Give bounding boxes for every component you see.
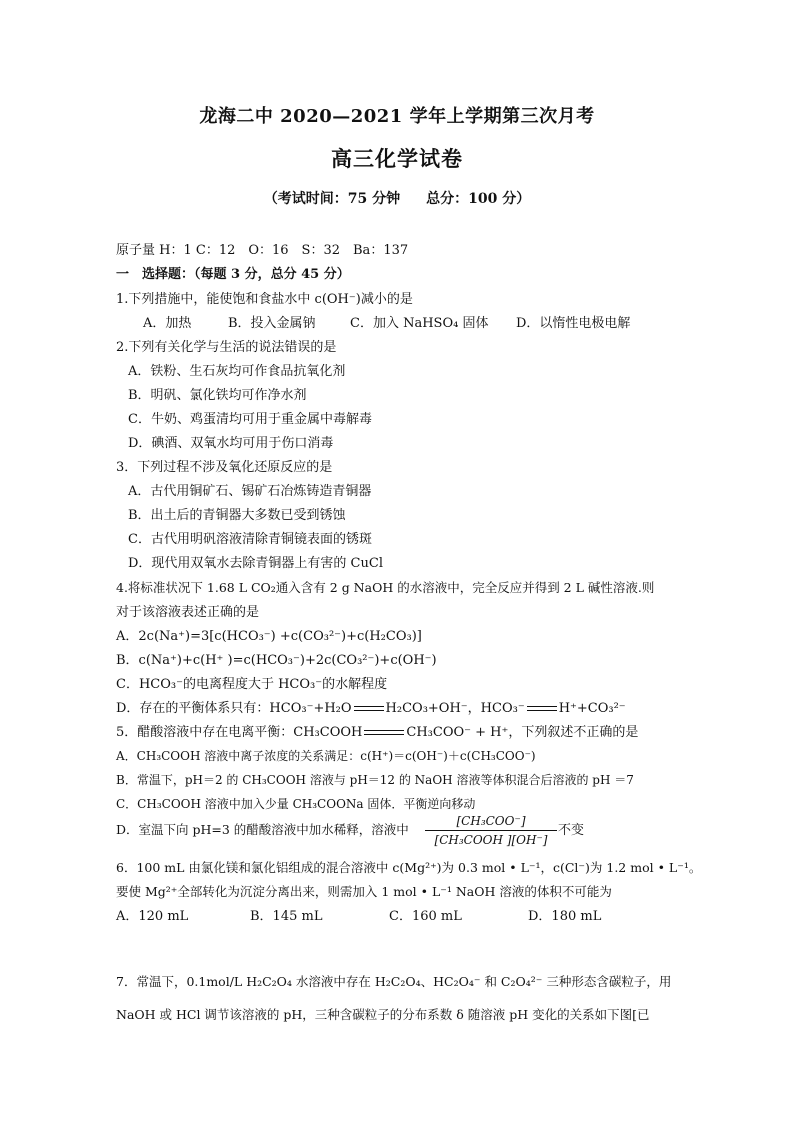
q4-option-c: C．HCO₃⁻的电离程度大于 HCO₃⁻的水解程度 [116, 677, 388, 692]
q3-option-a: A．古代用铜矿石、锡矿石冶炼铸造青铜器 [128, 484, 372, 499]
q1-option-a: A．加热 [143, 316, 192, 331]
q5-stem-post: CH₃COO⁻ + H⁺，下列叙述不正确的是 [406, 725, 639, 740]
q5-option-d-pre: D．室温下向 pH=3 的醋酸溶液中加水稀释，溶液中 [116, 822, 409, 837]
q1-option-b: B．投入金属钠 [228, 316, 316, 331]
q3-option-d: D．现代用双氧水去除青铜器上有害的 CuCl [128, 556, 383, 571]
q5-fraction-denominator: [CH₃COOH ][OH⁻] [434, 833, 548, 847]
q6-line2: 要使 Mg²⁺全部转化为沉淀分离出来，则需加入 1 mol • L⁻¹ NaOH 溶液的体积不可能为 [116, 884, 612, 899]
exam-time: （考试时间：75 分钟 [263, 191, 401, 207]
q4-option-d [116, 702, 626, 715]
q4-option-a: A．2c(Na⁺)=3[c(HCO₃⁻) +c(CO₃²⁻)+c(H₂CO₃)] [116, 629, 422, 644]
q2-option-a: A．铁粉、生石灰均可作食品抗氧化剂 [128, 364, 346, 379]
q4-d-text-pre: D．存在的平衡体系只有：HCO₃⁻+H₂O [116, 701, 352, 716]
q3-option-b: B．出土后的青铜器大多数已受到锈蚀 [128, 508, 346, 523]
section-heading: 一 选择题：（每题 3 分，总分 45 分） [116, 267, 350, 282]
q2-option-c: C．牛奶、鸡蛋清均可用于重金属中毒解毒 [128, 412, 372, 427]
q1-option-d: D．以惰性电极电解 [516, 316, 631, 331]
q6-option-d: D．180 mL [528, 909, 602, 924]
q6-line1: 6．100 mL 由氯化镁和氯化铝组成的混合溶液中 c(Mg²⁺)为 0.3 mol • L⁻¹，c(Cl⁻)为 1.2 mol • L⁻¹。 [116, 860, 702, 875]
q6-option-a: A．120 mL [116, 909, 189, 924]
q4-d-text-post: H⁺+CO₃²⁻ [558, 701, 626, 716]
q7-line1: 7．常温下，0.1mol/L H₂C₂O₄ 水溶液中存在 H₂C₂O₄、HC₂O₄⁻ 和 C₂O₄²⁻ 三种形态含碳粒子，用 [116, 974, 672, 989]
equilibrium-arrow-icon [525, 704, 559, 714]
equilibrium-arrow-icon [352, 704, 386, 714]
exam-subject: 高三化学试卷 [331, 146, 463, 171]
q1-option-c: C．加入 NaHSO₄ 固体 [350, 316, 489, 331]
atomic-mass-line: 原子量 H：1 C：12 O：16 S：32 Ba：137 [116, 243, 409, 258]
q5-fraction [425, 814, 557, 847]
equilibrium-arrow-icon [362, 728, 406, 738]
q5-option-c: C．CH₃COOH 溶液中加入少量 CH₃COONa 固体．平衡逆向移动 [116, 797, 476, 811]
q4-option-b: B．c(Na⁺)+c(H⁺ )=c(HCO₃⁻)+2c(CO₃²⁻)+c(OH⁻) [116, 653, 437, 668]
q1-stem: 1.下列措施中，能使饱和食盐水中 c(OH⁻)减小的是 [116, 292, 413, 307]
fraction-bar [425, 830, 557, 831]
q5-option-b: B．常温下，pH＝2 的 CH₃COOH 溶液与 pH＝12 的 NaOH 溶液等体积混合后溶液的 pH ＝7 [116, 773, 634, 787]
q4-stem-line1: 4.将标准状况下 1.68 L CO₂通入含有 2 g NaOH 的水溶液中，完全反应并得到 2 L 碱性溶液.则 [116, 580, 655, 595]
q2-option-b: B．明矾、氯化铁均可作净水剂 [128, 388, 307, 403]
q1-options [0, 317, 794, 331]
q2-stem: 2.下列有关化学与生活的说法错误的是 [116, 340, 337, 355]
q5-stem [116, 726, 638, 739]
q7-line2: NaOH 或 HCl 调节该溶液的 pH，三种含碳粒子的分布系数 δ 随溶液 pH 变化的关系如下图[已 [116, 1007, 650, 1022]
q6-option-c: C．160 mL [389, 909, 462, 924]
q4-stem-line2: 对于该溶液表述正确的是 [116, 605, 260, 620]
exam-title: 龙海二中 2020—2021 学年上学期第三次月考 [199, 106, 595, 127]
q5-option-a: A．CH₃COOH 溶液中离子浓度的关系满足：c(H⁺)＝c(OH⁻)＋c(CH₃COO⁻) [116, 749, 536, 763]
q5-stem-pre: 5．醋酸溶液中存在电离平衡：CH₃COOH [116, 725, 363, 740]
q5-option-d-post: 不变 [558, 823, 585, 838]
q3-option-c: C．古代用明矾溶液清除青铜镜表面的锈斑 [128, 532, 372, 547]
q4-d-text-mid: H₂CO₃+OH⁻，HCO₃⁻ [385, 701, 525, 716]
q2-option-d: D．碘酒、双氧水均可用于伤口消毒 [128, 436, 334, 451]
exam-info [0, 192, 794, 206]
q3-stem: 3．下列过程不涉及氧化还原反应的是 [116, 460, 333, 475]
q6-options [0, 910, 794, 924]
total-score: 总分：100 分） [426, 191, 531, 207]
q5-fraction-numerator: [CH₃COO⁻] [456, 814, 526, 828]
q6-option-b: B．145 mL [250, 909, 323, 924]
